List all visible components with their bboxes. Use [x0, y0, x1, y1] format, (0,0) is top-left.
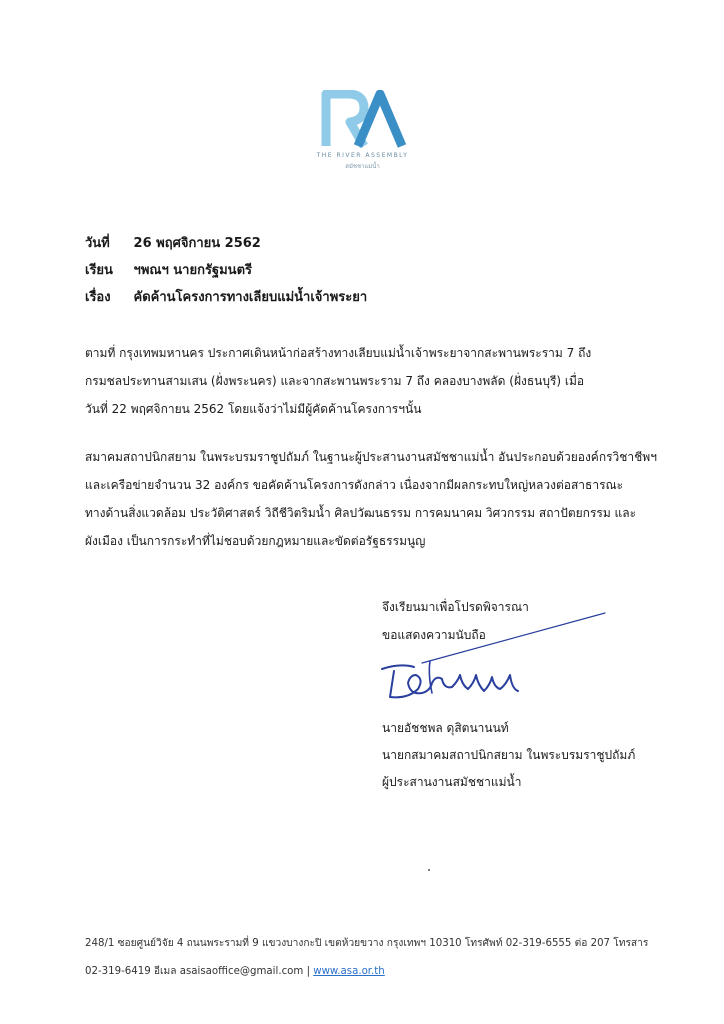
paragraph-line: วันที่ 22 พฤศจิกายน 2562 โดยแจ้งว่าไม่มีผู้คัดค้านโครงการฯนั้น — [85, 402, 422, 416]
signer-title: นายกสมาคมสถาปนิกสยาม ในพระบรมราชูปถัมภ์ — [382, 748, 636, 762]
recipient-value: ฯพณฯ นายกรัฐมนตรี — [133, 263, 252, 278]
date-value: 26 พฤศจิกายน 2562 — [133, 236, 261, 251]
date-row — [85, 230, 367, 257]
date-label: วันที่ — [85, 236, 110, 251]
signer-name: นายอัชชพล ดุสิตนานนท์ — [382, 721, 509, 735]
signer-block — [382, 715, 635, 796]
signer-role: ผู้ประสานงานสมัชชาแม่น้ำ — [382, 775, 522, 789]
footer-contact: 02-319-6419 อีเมล asaisaoffice@gmail.com | — [85, 966, 314, 977]
logo-thai-name: สมัชชาแม่น้ำ — [345, 163, 380, 170]
logo-name: THE RIVER ASSEMBLY — [316, 152, 409, 159]
subject-value: คัดค้านโครงการทางเลียบแม่น้ำเจ้าพระยา — [133, 290, 368, 305]
footer-address — [85, 930, 648, 986]
paragraph-line: ตามที่ กรุงเทพมหานคร ประกาศเดินหน้าก่อสร้างทางเลียบแม่น้ำเจ้าพระยาจากสะพานพระราม 7 ถึง — [85, 346, 592, 360]
website-link[interactable]: www.asa.or.th — [313, 966, 385, 977]
paragraph-line: กรมชลประทานสามเสน (ฝั่งพระนคร) และจากสะพานพระราม 7 ถึง คลองบางพลัด (ฝั่งธนบุรี) เมื่อ — [85, 374, 585, 388]
paragraph-line: สมาคมสถาปนิกสยาม ในพระบรมราชูปถัมภ์ ในฐานะผู้ประสานงานสมัชชาแม่น้ำ อันประกอบด้วยองค์กรวิชาชีพฯ — [85, 450, 657, 464]
footer-line-2 — [85, 958, 648, 986]
subject-row — [85, 284, 367, 311]
paragraph-line: ทางด้านสิ่งแวดล้อม ประวัติศาสตร์ วิถีชีวิตริมน้ำ ศิลปวัฒนธรรม การคมนาคม วิศวกรรม สถาปัตยกรรม และ — [85, 506, 637, 520]
closing-line-2: ขอแสดงความนับถือ — [382, 628, 486, 642]
subject-label: เรื่อง — [85, 290, 111, 305]
footer-line-1: 248/1 ซอยศูนย์วิจัย 4 ถนนพระรามที่ 9 แขวงบางกะปิ เขตห้วยขวาง กรุงเทพฯ 10310 โทรศัพท์ 02-319-6555 ต่อ 207 โทรสาร — [85, 938, 649, 949]
ra-monogram-icon — [318, 90, 408, 148]
handwritten-signature — [370, 605, 620, 705]
letter-header — [85, 230, 367, 311]
body-paragraph-2 — [85, 443, 657, 555]
recipient-row — [85, 257, 367, 284]
body-paragraph-1 — [85, 339, 645, 423]
paragraph-line: ผังเมือง เป็นการกระทำที่ไม่ชอบด้วยกฎหมายและขัดต่อรัฐธรรมนูญ — [85, 534, 426, 548]
paragraph-line: และเครือข่ายจำนวน 32 องค์กร ขอคัดค้านโครงการดังกล่าว เนื่องจากมีผลกระทบใหญ่หลวงต่อสาธารณะ — [85, 478, 624, 492]
recipient-label: เรียน — [85, 263, 113, 278]
association-logo — [310, 90, 415, 185]
page-mark — [428, 869, 430, 871]
closing-line-1: จึงเรียนมาเพื่อโปรดพิจารณา — [382, 600, 529, 614]
